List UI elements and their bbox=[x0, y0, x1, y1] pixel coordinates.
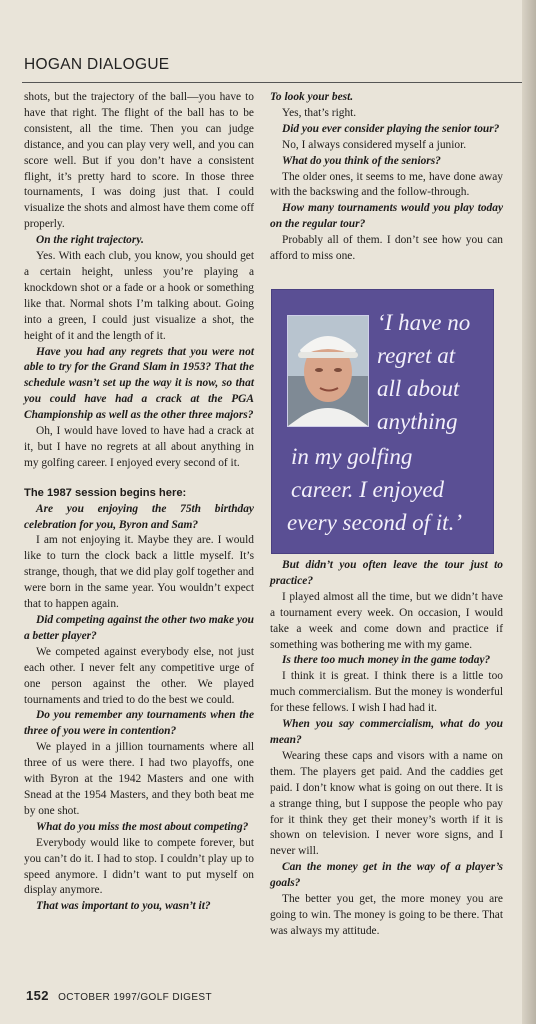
pull-quote-line: all about bbox=[377, 376, 460, 401]
left-column bbox=[24, 90, 254, 915]
question-paragraph: But didn’t you often leave the tour just to practice? bbox=[270, 559, 503, 587]
question-paragraph: To look your best. bbox=[270, 91, 354, 103]
answer-paragraph: Everybody would like to compete forever, but you can’t do it. I had to stop. I couldn’t play up to speed anymore. I didn’t want to put myself on display anymore. bbox=[24, 836, 254, 897]
question-paragraph: Did you ever consider playing the senior tour? bbox=[282, 122, 500, 135]
question-paragraph: Is there too much money in the game today? bbox=[282, 654, 491, 667]
pull-quote-line: every second of it.’ bbox=[287, 510, 462, 535]
portrait-illustration bbox=[288, 316, 368, 426]
question-paragraph: That was important to you, wasn’t it? bbox=[36, 900, 211, 913]
pull-quote-line: ‘I have no bbox=[377, 310, 471, 335]
right-column-top bbox=[270, 90, 503, 265]
question-paragraph: Have you had any regrets that you were not able to try for the Grand Slam in 1953? That the schedule wasn’t set up the way it is now, so that you could have had a crack at the PGA Championship as well as the other three majors? bbox=[24, 345, 254, 422]
answer-paragraph: I am not enjoying it. Maybe they are. I would like to turn the clock back a little myself. It’s strange, though, that we did play golf together and were born in the same year. You wouldn’t expect that to happen again. bbox=[24, 534, 254, 611]
pull-quote-line: anything bbox=[377, 409, 458, 434]
answer-paragraph: No, I always considered myself a junior. bbox=[282, 138, 467, 151]
question-paragraph: What do you think of the seniors? bbox=[282, 154, 441, 167]
question-paragraph: Are you enjoying the 75th birthday celebration for you, Byron and Sam? bbox=[24, 502, 254, 531]
pull-quote-line: regret at bbox=[377, 343, 456, 368]
pull-quote-line: in my golfing bbox=[291, 444, 413, 469]
answer-paragraph: Probably all of them. I don’t see how you can afford to miss one. bbox=[270, 234, 503, 263]
answer-paragraph: Yes. With each club, you know, you should get a certain height, unless you’re playing a knockdown shot or a fade or a hook or something like that. Normal shots I’m talking about. Going into a green, I could just visualize a shot, the height of it and the length of it. bbox=[24, 250, 254, 342]
header-rule bbox=[22, 82, 522, 83]
question-paragraph: How many tournaments would you play today on the regular tour? bbox=[270, 202, 503, 231]
page-footer bbox=[26, 988, 212, 1003]
pull-quote-line: career. I enjoyed bbox=[291, 477, 445, 502]
section-heading: The 1987 session begins here: bbox=[24, 486, 187, 499]
section-header: HOGAN DIALOGUE bbox=[24, 56, 170, 73]
question-paragraph: Did competing against the other two make you a better player? bbox=[24, 614, 255, 642]
page-edge-shadow bbox=[522, 0, 536, 1024]
answer-paragraph: I think it is great. I think there is a little too much commercialism. But the money is wonderful for these fellows. I wish I had had it. bbox=[270, 670, 503, 715]
pull-quote-box bbox=[271, 289, 494, 554]
portrait-photo bbox=[287, 315, 369, 427]
right-column-bottom bbox=[270, 558, 503, 940]
answer-paragraph: shots, but the trajectory of the ball—you have to have that right. The flight of the ball has to be consistent, all the time. Then you can judge distance, and you can play very well, and you can score well. But if you don’t have a consistent flight, it’s pretty hard to score. In those three tournaments, I was doing just that. I could visualize the shots and almost have them come off properly. bbox=[24, 91, 254, 231]
question-paragraph: On the right trajectory. bbox=[36, 234, 144, 247]
answer-paragraph: The older ones, it seems to me, have done away with the backswing and the follow-through. bbox=[270, 170, 503, 199]
question-paragraph: When you say commercialism, what do you mean? bbox=[270, 718, 503, 746]
answer-paragraph: Yes, that’s right. bbox=[282, 106, 357, 119]
answer-paragraph: We competed against everybody else, not just each other. I never felt any competitive urge of one person against the other. We played tournaments and tried to do the best we could. bbox=[24, 645, 254, 706]
answer-paragraph: I played almost all the time, but we didn’t have a tournament every week. On occasion, I would take a week and come down and practice if something was bothering me with my game. bbox=[270, 590, 503, 651]
answer-paragraph: Wearing these caps and visors with a name on them. The players get paid. And the caddies get paid. I don’t know what is going on out there. It is a strange thing, but I suppose the people who pay for it think they get their money’s worth if it is shown on television. I never wore signs, and I never will. bbox=[270, 749, 503, 858]
answer-paragraph: The better you get, the more money you are going to win. The money is going to be there. That was always my attitude. bbox=[270, 893, 503, 937]
answer-paragraph: Oh, I would have loved to have had a crack at it, but I have no regrets at all about anything in my golfing career. I enjoyed every second of it. bbox=[24, 425, 254, 469]
question-paragraph: Do you remember any tournaments when the three of you were in contention? bbox=[24, 709, 254, 738]
answer-paragraph: We played in a jillion tournaments where all three of us were there. I had two playoffs, one with Byron at the 1942 Masters and one with Snead at the 1954 Masters, and they both beat me by one shot. bbox=[24, 741, 254, 817]
issue-line: OCTOBER 1997/GOLF DIGEST bbox=[58, 992, 212, 1003]
page-number: 152 bbox=[26, 988, 49, 1003]
question-paragraph: What do you miss the most about competing? bbox=[36, 820, 249, 833]
question-paragraph: Can the money get in the way of a player’s goals? bbox=[270, 861, 503, 890]
